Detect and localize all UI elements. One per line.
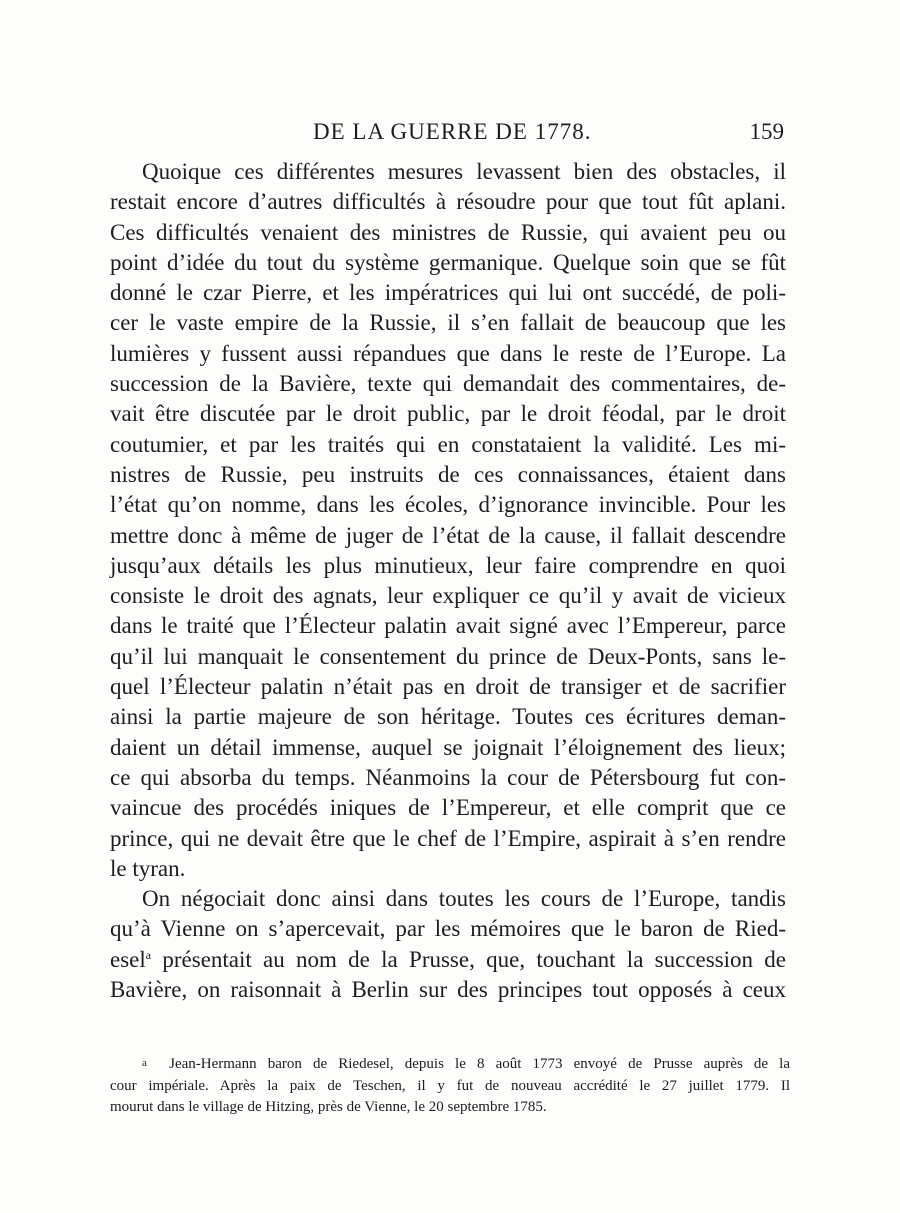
text-line: On négociait donc ainsi dans toutes les cours de l’Europe, tandis: [142, 886, 786, 912]
footnotes: [110, 1053, 790, 1119]
text-line: restait encore d’autres difficultés à résoudre pour que tout fût aplani.: [110, 189, 786, 215]
text-line: vait être discutée par le droit public, par le droit féodal, par le droit: [110, 401, 786, 427]
text-line-with-footnote-ref: [110, 945, 786, 975]
text-line: consiste le droit des agnats, leur expliquer ce qu’il y avait de vicieux: [110, 583, 786, 609]
running-title: DE LA GUERRE DE 1778.: [313, 119, 592, 144]
body-text: [110, 157, 786, 1005]
footnote-mark: a: [142, 1057, 147, 1069]
text-line: vaincue des procédés iniques de l’Empereur, et elle comprit que ce: [110, 795, 786, 821]
text-line: Quoique ces différentes mesures levassent bien des obstacles, il: [142, 159, 786, 184]
footnote-text: Jean-Hermann baron de Riedesel, depuis le 8 août 1773 envoyé de Prusse auprès de la: [169, 1056, 790, 1072]
text-line: quel l’Électeur palatin n’était pas en droit de transiger et de sacrifier: [110, 674, 786, 700]
text-line: dans le traité que l’Électeur palatin avait signé avec l’Empereur, parce: [110, 613, 786, 639]
footnote-line: [110, 1053, 790, 1076]
text-line: ainsi la partie majeure de son héritage. Toutes ces écritures deman-: [110, 704, 786, 730]
running-header: [110, 115, 790, 151]
text-line: qu’il lui manquait le consentement du prince de Deux-Ponts, sans le-: [110, 643, 786, 669]
page-number: 159: [749, 119, 784, 144]
text-line: qu’à Vienne on s’apercevait, par les mémoires que le baron de Ried-: [110, 916, 786, 942]
text-line: l’état qu’on nomme, dans les écoles, d’ignorance invincible. Pour les: [110, 492, 786, 518]
text-line: coutumier, et par les traités qui en constataient la validité. Les mi-: [110, 431, 786, 457]
text-line: le tyran.: [110, 855, 186, 881]
text-line: daient un détail immense, auquel se joignait l’éloignement des lieux;: [110, 734, 786, 760]
text-line: cer le vaste empire de la Russie, il s’en fallait de beaucoup que les: [110, 310, 786, 336]
text-line: donné le czar Pierre, et les impératrices qui lui ont succédé, de poli-: [110, 280, 786, 306]
text-line: prince, qui ne devait être que le chef de l’Empire, aspirait à s’en rendre: [110, 825, 786, 851]
footnote-line: cour impériale. Après la paix de Teschen, il y fut de nouveau accrédité le 27 juillet 1779. Il: [110, 1077, 790, 1094]
footnote-reference[interactable]: a: [145, 947, 152, 962]
text-line: Ces difficultés venaient des ministres de Russie, qui avaient peu ou: [110, 219, 786, 245]
text-line: nistres de Russie, peu instruits de ces connaissances, étaient dans: [110, 461, 786, 487]
text-line: succession de la Bavière, texte qui demandait des commentaires, de-: [110, 371, 786, 397]
footnote-line: mourut dans le village de Hitzing, près de Vienne, le 20 septembre 1785.: [110, 1099, 547, 1116]
text-line: Bavière, on raisonnait à Berlin sur des principes tout opposés à ceux: [110, 977, 786, 1003]
text-line: lumières y fussent aussi répandues que dans le reste de l’Europe. La: [110, 340, 786, 366]
text-line: point d’idée du tout du système germanique. Quelque soin que se fût: [110, 249, 786, 275]
text-fragment: esel: [110, 946, 146, 972]
text-line: jusqu’aux détails les plus minutieux, leur faire comprendre en quoi: [110, 552, 786, 578]
text-line: mettre donc à même de juger de l’état de la cause, il fallait descendre: [110, 522, 786, 548]
text-line: ce qui absorba du temps. Néanmoins la cour de Pétersbourg fut con-: [110, 764, 786, 790]
text-fragment: présentait au nom de la Prusse, que, touchant la succession de: [162, 946, 787, 972]
